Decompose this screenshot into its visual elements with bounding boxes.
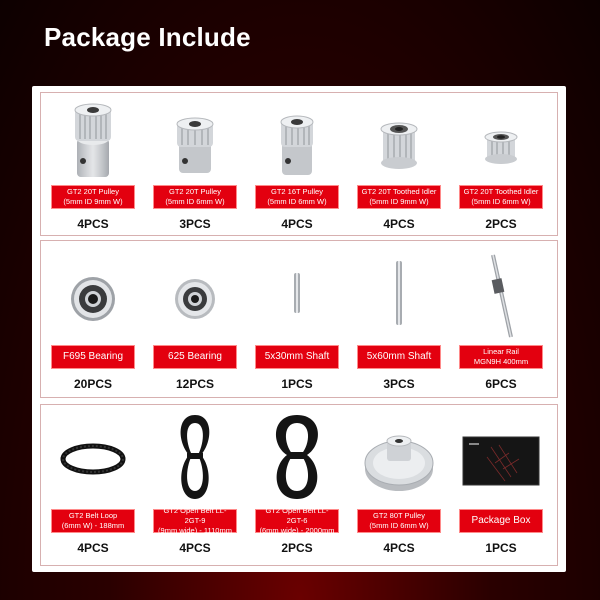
item-label: GT2 20T Pulley (5mm ID 6mm W) xyxy=(153,185,237,209)
item-label: F695 Bearing xyxy=(51,345,135,369)
item-quantity: 2PCS xyxy=(485,217,517,231)
item-quantity: 1PCS xyxy=(485,541,517,555)
item-quantity: 6PCS xyxy=(485,377,517,391)
item-quantity: 4PCS xyxy=(383,541,415,555)
toothed-idler-9mm-icon xyxy=(359,117,439,183)
flanged-bearing-icon xyxy=(53,269,133,329)
item-quantity: 4PCS xyxy=(77,217,109,231)
item-label: 5x60mm Shaft xyxy=(357,345,441,369)
open-belt-6mm-icon xyxy=(257,411,337,503)
pulley-80t-icon xyxy=(359,427,439,497)
item-label: GT2 Open Belt LL-2GT-9 (9mm wide) - 1110mm xyxy=(153,509,237,533)
page-title: Package Include xyxy=(44,22,251,52)
section-belts-accessories xyxy=(40,404,558,566)
item-quantity: 2PCS xyxy=(281,541,313,555)
item-quantity: 4PCS xyxy=(383,217,415,231)
item-label: GT2 Belt Loop (6mm W) - 188mm xyxy=(51,509,135,533)
toothed-idler-6mm-icon xyxy=(461,125,541,183)
linear-rail-icon xyxy=(461,253,541,339)
package-panel xyxy=(32,86,566,572)
item-quantity: 4PCS xyxy=(179,541,211,555)
long-shaft-icon xyxy=(359,259,439,329)
item-quantity: 20PCS xyxy=(73,377,113,391)
item-label: GT2 16T Pulley (5mm ID 6mm W) xyxy=(255,185,339,209)
item-quantity: 12PCS xyxy=(175,377,215,391)
bearing-icon xyxy=(155,269,235,329)
item-quantity: 3PCS xyxy=(179,217,211,231)
item-quantity: 3PCS xyxy=(383,377,415,391)
pulley-16t-icon xyxy=(257,113,337,183)
pulley-20t-9mm-icon xyxy=(53,99,133,183)
item-label: GT2 20T Toothed Idler (5mm ID 6mm W) xyxy=(459,185,543,209)
item-label: GT2 Open Belt LL-2GT-6 (6mm wide) - 2000mm xyxy=(255,509,339,533)
belt-loop-icon xyxy=(53,439,133,479)
item-label: 5x30mm Shaft xyxy=(255,345,339,369)
item-label: GT2 20T Toothed Idler (5mm ID 9mm W) xyxy=(357,185,441,209)
item-label: Linear Rail MGN9H 400mm xyxy=(459,345,543,369)
short-shaft-icon xyxy=(257,271,337,317)
open-belt-9mm-icon xyxy=(155,411,235,503)
section-bearings-shafts xyxy=(40,240,558,398)
package-box-icon xyxy=(461,433,541,489)
item-quantity: 1PCS xyxy=(281,377,313,391)
item-label: Package Box xyxy=(459,509,543,533)
pulley-20t-6mm-icon xyxy=(155,115,235,183)
item-quantity: 4PCS xyxy=(281,217,313,231)
item-quantity: 4PCS xyxy=(77,541,109,555)
item-label: GT2 20T Pulley (5mm ID 9mm W) xyxy=(51,185,135,209)
item-label: GT2 80T Pulley (5mm ID 6mm W) xyxy=(357,509,441,533)
section-pulleys xyxy=(40,92,558,236)
item-label: 625 Bearing xyxy=(153,345,237,369)
